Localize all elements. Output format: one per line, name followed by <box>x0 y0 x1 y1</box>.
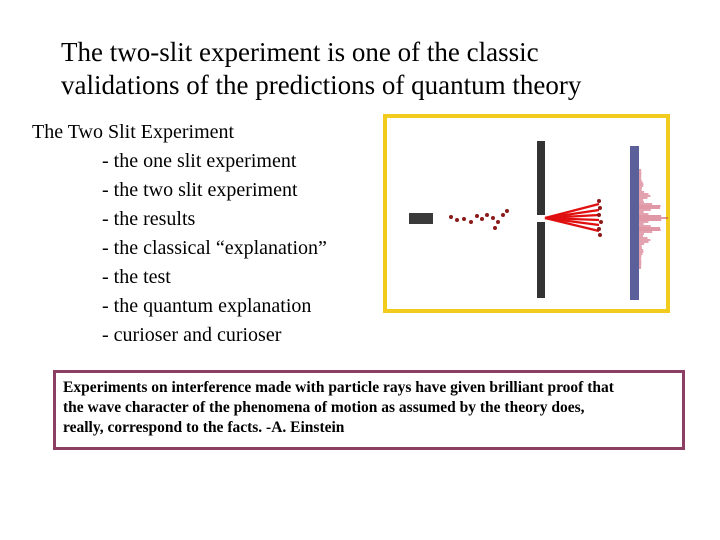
interference-pattern <box>639 170 668 268</box>
agenda-item-quantum-explanation: - the quantum explanation <box>102 295 312 317</box>
slide-title <box>61 36 681 102</box>
particle-dot <box>496 220 500 224</box>
two-slit-diagram <box>383 114 670 313</box>
agenda-item-two-slit: - the two slit experiment <box>102 179 298 201</box>
particle-dot <box>485 213 489 217</box>
title-line-1: The two-slit experiment is one of the classic <box>61 37 539 67</box>
particle-dot <box>462 217 466 221</box>
particle-dot <box>505 209 509 213</box>
agenda-item-curioser: - curioser and curioser <box>102 324 282 346</box>
title-line-2: validations of the predictions of quantum theory <box>61 70 582 100</box>
diffracted-rays <box>545 204 599 231</box>
two-slit-diagram-svg <box>387 118 674 317</box>
particle-dot <box>597 199 601 203</box>
quote-line-3: really, correspond to the facts. -A. Einstein <box>63 419 345 436</box>
agenda <box>32 118 327 350</box>
detector-screen <box>630 146 639 300</box>
particle-dot <box>475 214 479 218</box>
particle-dot <box>501 213 505 217</box>
agenda-item-results: - the results <box>102 208 196 230</box>
particle-dot <box>455 218 459 222</box>
particle-source <box>409 213 433 224</box>
particle-dot <box>598 206 602 210</box>
particle-dot <box>449 215 453 219</box>
barrier-upper <box>537 141 545 215</box>
particle-dot <box>469 220 473 224</box>
agenda-item-classical-explanation: - the classical “explanation” <box>102 237 327 259</box>
agenda-list <box>32 147 327 350</box>
barrier-lower <box>537 222 545 298</box>
particle-dot <box>598 233 602 237</box>
agenda-item-test: - the test <box>102 266 171 288</box>
particles <box>449 199 603 237</box>
quote-line-1: Experiments on interference made with particle rays have given brilliant proof that <box>63 379 614 396</box>
particle-dot <box>599 220 603 224</box>
agenda-item-one-slit: - the one slit experiment <box>102 150 297 172</box>
particle-dot <box>491 216 495 220</box>
quote-line-2: the wave character of the phenomena of motion as assumed by the theory does, <box>63 399 585 416</box>
particle-dot <box>597 227 601 231</box>
particle-dot <box>493 226 497 230</box>
einstein-quote <box>53 370 685 450</box>
particle-dot <box>480 217 484 221</box>
particle-dot <box>597 213 601 217</box>
agenda-heading: The Two Slit Experiment <box>32 121 235 143</box>
